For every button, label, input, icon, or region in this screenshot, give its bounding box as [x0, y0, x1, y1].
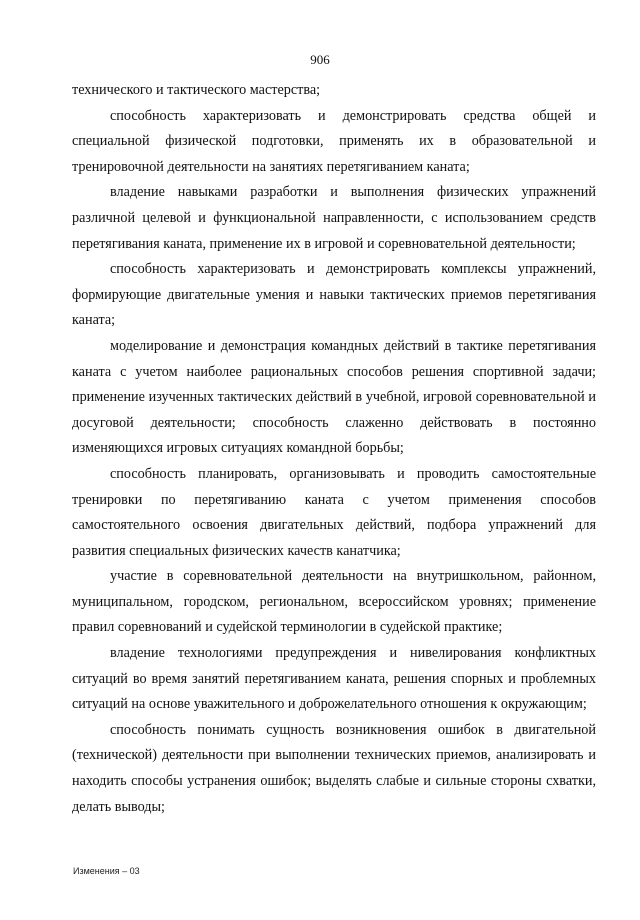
- paragraph: владение навыками разработки и выполнения физических упражнений различной целевой и функциональной направленности, с использованием средств перетягивания каната, применение их в игровой и соревновательной деятельности;: [72, 184, 596, 252]
- paragraph: способность характеризовать и демонстрировать средства общей и специальной физической подготовки, применять их в образовательной и тренировочной деятельности на занятиях перетягиванием каната;: [72, 107, 596, 175]
- paragraph: способность понимать сущность возникновения ошибок в двигательной (технической) деятельности при выполнении технических приемов, анализировать и находить способы устранения ошибок; выделять слабые и сильные стороны схватки, делать выводы;: [72, 721, 596, 815]
- paragraph: способность планировать, организовывать и проводить самостоятельные тренировки по перетягиванию каната с учетом применения способов самостоятельного освоения двигательных действий, подбора упражнений для развития специальных физических качеств канатчика;: [72, 465, 596, 559]
- paragraph: технического и тактического мастерства;: [72, 82, 321, 98]
- paragraph: участие в соревновательной деятельности на внутришкольном, районном, муниципальном, городском, региональном, всероссийском уровнях; применение правил соревнований и судейской терминологии в судейской практике;: [72, 568, 596, 636]
- footer-revision-note: Изменения – 03: [73, 866, 140, 876]
- paragraph: владение технологиями предупреждения и нивелирования конфликтных ситуаций во время занятий перетягиванием каната, решения спорных и проблемных ситуаций на основе уважительного и доброжелательного отношения к окружающим;: [72, 645, 596, 713]
- body-text: [72, 78, 596, 820]
- paragraph: моделирование и демонстрация командных действий в тактике перетягивания каната с учетом наиболее рациональных способов решения спортивной задачи; применение изученных тактических действий в учебной, игровой соревновательной и досуговой деятельности; способность слаженно действовать в постоянно изменяющихся игровых ситуациях командной борьбы;: [72, 337, 596, 457]
- paragraph: способность характеризовать и демонстрировать комплексы упражнений, формирующие двигательные умения и навыки тактических приемов перетягивания каната;: [72, 261, 596, 329]
- page-number: 906: [310, 52, 330, 67]
